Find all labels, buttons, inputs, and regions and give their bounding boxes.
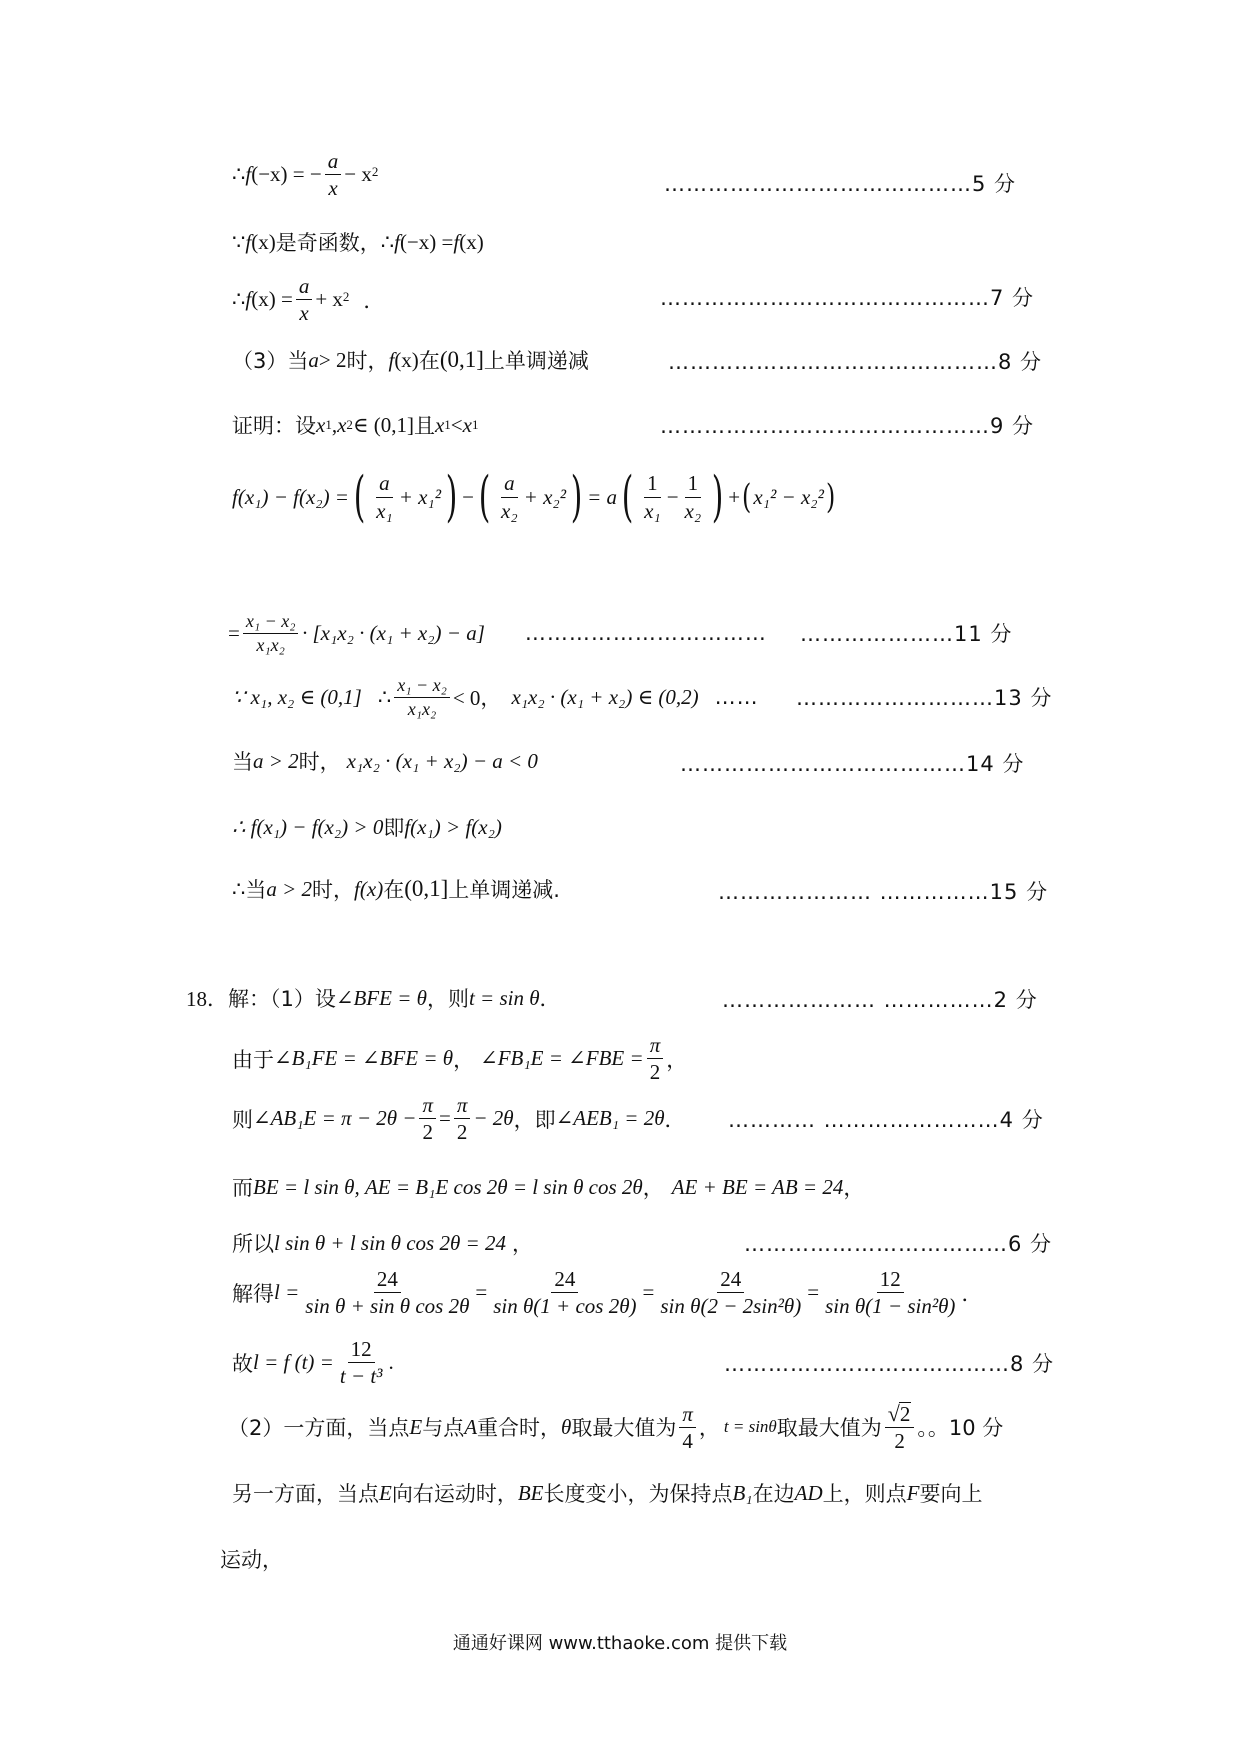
- minus: −: [462, 484, 474, 509]
- fraction: [394, 676, 450, 719]
- score-6: [744, 1228, 1052, 1258]
- segment-be: BE: [517, 1480, 544, 1505]
- equals: =: [475, 1280, 488, 1305]
- expr-part: f(x₁) > f(x₂): [404, 814, 502, 839]
- equals: =: [807, 1280, 820, 1305]
- fraction-numerator: 24: [717, 1268, 744, 1293]
- expr-part: + x₁²: [398, 484, 442, 509]
- expr-part: l =: [274, 1280, 300, 1305]
- fraction: [647, 1034, 664, 1083]
- fraction-denominator: x₂: [684, 498, 702, 523]
- score-8: [668, 346, 1042, 376]
- problem-number: 18．: [186, 987, 228, 1011]
- formula-line-10: [232, 812, 502, 842]
- dots: ……………………………: [524, 621, 767, 646]
- text-part: 在: [418, 349, 440, 373]
- equals: =: [642, 1280, 655, 1305]
- fraction: [243, 612, 299, 655]
- expr-part: ∠FB₁E = ∠FBE =: [480, 1046, 644, 1071]
- text-part: 所以: [232, 1232, 274, 1256]
- comma: ，: [453, 1047, 475, 1072]
- text-part: 取最大值为: [776, 1416, 882, 1441]
- formula-line-15: [232, 1172, 864, 1202]
- interval: (0,1]: [439, 347, 484, 372]
- fraction-numerator: [885, 1402, 915, 1428]
- score-8b: [724, 1348, 1054, 1378]
- expr-part: ∠B₁FE = ∠BFE = θ: [274, 1046, 454, 1071]
- text-part: 时，: [298, 750, 341, 774]
- expr-part: ∴ f(x₁) − f(x₂) > 0: [232, 814, 384, 839]
- text-part: 与点: [422, 1416, 465, 1441]
- formula-line-20: [232, 1478, 982, 1508]
- score-text: ………………………13 分: [796, 686, 1053, 710]
- fraction-numerator: π: [647, 1034, 664, 1059]
- text-part: 则: [232, 1107, 253, 1132]
- fraction-numerator: 12: [877, 1268, 904, 1293]
- fraction: [885, 1402, 915, 1452]
- formula-line-9: [232, 746, 538, 776]
- because-symbol: ∵: [232, 229, 246, 254]
- comma: ，: [642, 1176, 664, 1200]
- expr-part: AE + BE = AB = 24: [671, 1174, 844, 1199]
- score-text: ………………………………6 分: [744, 1232, 1053, 1256]
- therefore-symbol: ∴: [232, 876, 246, 901]
- period: ．: [961, 1281, 983, 1306]
- text-part: 另一方面，当点: [232, 1482, 379, 1506]
- var-theta: θ: [561, 1414, 572, 1439]
- fraction-numerator: a: [376, 472, 393, 497]
- formula-line-18: [232, 1338, 394, 1387]
- comma: ，: [698, 1416, 720, 1441]
- text-part: 且: [413, 414, 435, 438]
- text-part: 在: [383, 878, 405, 902]
- paren-right: ): [445, 465, 458, 528]
- text-part: 运动，: [220, 1548, 283, 1572]
- fraction: [419, 1094, 436, 1143]
- score-text: ……………………………………5 分: [664, 172, 1017, 196]
- expr-part: a > 2: [253, 748, 299, 773]
- fraction-denominator: 2: [456, 1120, 468, 1145]
- interval: ∈ (0,1]: [352, 412, 414, 437]
- paren-right: ): [570, 465, 583, 528]
- fraction-numerator: x₁ − x₂: [394, 676, 450, 698]
- text-part: （3）当: [232, 349, 309, 373]
- text-part: 取最大值为: [571, 1416, 677, 1441]
- text-part: 而: [232, 1176, 253, 1200]
- fraction: [682, 472, 705, 521]
- comma: ，: [511, 1232, 533, 1256]
- expr-part: a > 2: [266, 876, 313, 901]
- expr-part: (x): [251, 229, 276, 254]
- exponent: 2: [342, 289, 350, 304]
- formula-line-11: [232, 874, 560, 904]
- text-part: 重合时，: [477, 1416, 562, 1441]
- fraction-numerator: a: [501, 472, 518, 497]
- dots: ……: [714, 685, 759, 710]
- subscript: 1: [444, 417, 451, 432]
- fraction: [302, 1268, 472, 1317]
- fraction-numerator: 12: [348, 1338, 375, 1363]
- dot: ·: [301, 620, 309, 645]
- expr-part: ∠BFE = θ: [335, 985, 427, 1010]
- point-a: A: [464, 1414, 478, 1439]
- formula-line-12: [186, 983, 561, 1013]
- therefore-symbol: ∴: [380, 229, 395, 254]
- func-f: f: [245, 229, 252, 254]
- expr-part: > 2: [318, 347, 347, 372]
- formula-line-5: [232, 410, 478, 440]
- text-part: 长度变小，为保持点: [543, 1482, 733, 1506]
- text-part: ，则: [426, 987, 469, 1011]
- var-x: x: [434, 412, 445, 437]
- text-part: 当: [245, 878, 267, 902]
- score-text: ………………………………………8 分: [668, 350, 1043, 374]
- point-e: E: [379, 1480, 392, 1505]
- score-7: [660, 282, 1034, 312]
- comma: ，: [666, 1047, 688, 1072]
- score-11: [800, 618, 1012, 648]
- text-part: 解得: [232, 1281, 274, 1306]
- fraction: [657, 1268, 804, 1317]
- fraction-denominator: x₁x₂: [256, 634, 285, 655]
- fraction-numerator: 1: [644, 472, 661, 497]
- paren-left: (: [621, 465, 634, 528]
- formula-line-21: [220, 1544, 283, 1574]
- therefore-symbol: ∴: [377, 684, 392, 709]
- plus: +: [728, 484, 741, 509]
- expr-part: = a: [587, 484, 617, 509]
- score-text: …………………11 分: [800, 622, 1013, 646]
- fraction: [498, 472, 521, 521]
- score-13: [796, 682, 1052, 712]
- text-part: 上单调递减: [483, 349, 589, 373]
- var-x: x: [337, 412, 347, 437]
- func-f: f: [245, 287, 252, 312]
- score-text: ………………………………………9 分: [660, 414, 1035, 438]
- text-part: 解：（1）设: [228, 987, 336, 1011]
- fraction-denominator: x₁x₂: [407, 698, 437, 719]
- interval: (0,1]: [404, 876, 449, 901]
- fraction-denominator: x₁: [644, 498, 661, 523]
- text-part: 时，: [312, 878, 355, 902]
- page-footer: 通通好课网 www.tthaoke.com 提供下载: [452, 1633, 788, 1654]
- fraction-denominator: t − t³: [339, 1364, 383, 1389]
- period: ．: [363, 288, 385, 313]
- expr-part: (−x) =: [399, 229, 454, 254]
- expr-part: − 2θ: [473, 1106, 514, 1131]
- text-part: 向右运动时，: [391, 1482, 518, 1506]
- fraction-numerator: π: [679, 1403, 696, 1428]
- expr-part: x₁x₂ · (x₁ + x₂) ∈ (0,2): [511, 684, 699, 709]
- fraction-numerator: a: [296, 275, 313, 300]
- fraction: [373, 472, 396, 521]
- expr-part: (−x) = −: [251, 162, 322, 187]
- formula-line-7: [228, 612, 767, 655]
- point-f: F: [906, 1480, 920, 1505]
- expr-part: t = sin θ: [468, 985, 540, 1010]
- expr-lhs: f(x₁) − f(x₂) =: [232, 484, 349, 509]
- fraction: [337, 1338, 386, 1387]
- formula-line-16: [232, 1228, 533, 1258]
- func-f: f: [394, 229, 400, 254]
- comma: ,: [331, 412, 338, 437]
- formula-line-13: [232, 1034, 687, 1083]
- score-2: [722, 984, 1038, 1014]
- expr-part: (x): [394, 347, 419, 372]
- fraction: [822, 1268, 958, 1317]
- paren-left: (: [742, 477, 752, 517]
- func-f: f: [388, 347, 395, 372]
- fraction-denominator: x₂: [501, 498, 518, 523]
- text-part: 是奇函数，: [275, 231, 381, 255]
- fraction: [641, 472, 664, 521]
- expr-part: BE = l sin θ, AE = B₁E cos 2θ = l sin θ cos 2θ: [253, 1174, 643, 1199]
- text-part: 上单调递减.: [448, 878, 560, 902]
- text-part: 证明：设: [232, 414, 316, 438]
- therefore-symbol: ∴: [232, 162, 246, 187]
- score-text: ………………………………………7 分: [660, 286, 1035, 310]
- fraction-numerator: 1: [685, 472, 702, 497]
- formula-line-8: [232, 676, 759, 719]
- equals: =: [228, 620, 240, 645]
- text-part: 当: [232, 750, 253, 774]
- fraction: [325, 150, 342, 199]
- subscript: 1: [471, 417, 479, 432]
- fraction: [454, 1094, 471, 1143]
- text-part: ，即: [513, 1107, 556, 1132]
- fraction-denominator: sin θ(1 + cos 2θ): [493, 1294, 637, 1319]
- comma: ，: [843, 1176, 865, 1200]
- var-x: x: [462, 412, 472, 437]
- var-x: x: [316, 412, 326, 437]
- text-part: （2）一方面，当点: [228, 1416, 410, 1441]
- text-part: 在边: [752, 1482, 795, 1506]
- expr-part: ∵ x₁, x₂ ∈ (0,1]: [232, 684, 362, 709]
- text-part: 即: [383, 816, 405, 840]
- score-5: [664, 168, 1016, 198]
- fraction-denominator: x: [299, 301, 309, 326]
- fraction-numerator: 24: [374, 1268, 401, 1293]
- expr-part: f(x): [354, 876, 384, 901]
- score-text: ………… ……………………4 分: [728, 1108, 1044, 1132]
- paren-right: ): [825, 477, 836, 517]
- text-part: 故: [232, 1351, 253, 1376]
- expr-part: l = f (t) =: [253, 1350, 334, 1375]
- text-part: 上，则点: [822, 1482, 907, 1506]
- fraction-denominator: 2: [894, 1429, 905, 1454]
- expr-part: (x) =: [251, 287, 293, 312]
- expr-part: ∠AB₁E = π − 2θ −: [253, 1106, 417, 1131]
- expr-part: − x: [344, 162, 372, 187]
- sqrt-symbol: √ 2: [887, 1401, 911, 1426]
- score-text: …………………………………14 分: [680, 752, 1025, 776]
- fraction: [679, 1403, 696, 1452]
- formula-line-1: [232, 150, 378, 199]
- expr-part: t = sinθ: [723, 1417, 777, 1437]
- fraction-numerator: 24: [551, 1268, 578, 1293]
- expr-part: < 0，: [452, 686, 502, 711]
- score-text: ………………… ……………2 分: [722, 988, 1038, 1012]
- paren-left: (: [353, 465, 366, 528]
- formula-line-4: [232, 345, 589, 375]
- score-9: [660, 410, 1034, 440]
- paren-left: (: [478, 465, 491, 528]
- fraction-denominator: sin θ(2 − 2sin²θ): [660, 1294, 802, 1319]
- fraction-denominator: 4: [682, 1428, 693, 1453]
- fraction-denominator: sin θ + sin θ cos 2θ: [305, 1294, 470, 1319]
- fraction-numerator: a: [325, 150, 342, 175]
- score-14: [680, 748, 1024, 778]
- func-f: f: [453, 229, 460, 254]
- score-4: [728, 1104, 1044, 1134]
- expr-part: + x₂²: [523, 484, 566, 509]
- period: .: [388, 1350, 394, 1375]
- fraction-denominator: x: [328, 176, 338, 201]
- fraction-denominator: 2: [422, 1120, 433, 1145]
- minus: −: [666, 484, 679, 509]
- score-text: …………………………………8 分: [724, 1352, 1055, 1376]
- text-part: 要向上: [919, 1482, 983, 1506]
- text-part: 时，: [346, 349, 389, 373]
- score-15: [718, 876, 1048, 906]
- formula-line-2: [232, 227, 484, 257]
- expr-part: x₁x₂ · (x₁ + x₂) − a < 0: [346, 748, 538, 773]
- period: ．: [539, 987, 561, 1011]
- paren-right: ): [711, 465, 724, 528]
- score-10: 。。10 分: [917, 1416, 1004, 1441]
- exponent: 2: [371, 164, 379, 179]
- text-part: 由于: [232, 1047, 274, 1072]
- formula-line-19: [228, 1402, 1003, 1452]
- fraction-numerator: x₁ − x₂: [243, 612, 299, 634]
- subscript: 2: [346, 417, 353, 432]
- fraction-denominator: 2: [649, 1060, 661, 1085]
- expr-part: [x₁x₂ · (x₁ + x₂) − a]: [312, 620, 485, 645]
- fraction: [490, 1268, 639, 1317]
- formula-line-3: [232, 275, 384, 324]
- var-a: a: [308, 347, 319, 372]
- expr-part: (x): [459, 229, 484, 254]
- expr-part: + x: [315, 287, 343, 312]
- radicand: 2: [899, 1402, 911, 1426]
- fraction-numerator: π: [454, 1094, 471, 1119]
- less-than: <: [450, 412, 463, 437]
- formula-line-6: [232, 465, 837, 528]
- formula-line-14: [232, 1094, 686, 1143]
- point-e: E: [409, 1414, 423, 1439]
- formula-line-17: [232, 1268, 982, 1317]
- expr-part: x₁² − x₂²: [753, 484, 824, 509]
- therefore-symbol: ∴: [232, 287, 246, 312]
- fraction-denominator: sin θ(1 − sin²θ): [825, 1294, 956, 1319]
- expr-part: l sin θ + l sin θ cos 2θ = 24: [274, 1230, 506, 1255]
- period: ．: [664, 1107, 686, 1132]
- fraction: [296, 275, 313, 324]
- func-f: f: [245, 162, 252, 187]
- score-text: ………………… ……………15 分: [718, 880, 1049, 904]
- segment-ad: AD: [794, 1480, 823, 1505]
- expr-part: ∠AEB₁ = 2θ: [555, 1106, 665, 1131]
- point-b1: B₁: [732, 1480, 753, 1505]
- fraction-numerator: π: [419, 1094, 436, 1119]
- equals: =: [439, 1106, 451, 1131]
- fraction-denominator: x₁: [376, 498, 393, 523]
- subscript: 1: [325, 417, 332, 432]
